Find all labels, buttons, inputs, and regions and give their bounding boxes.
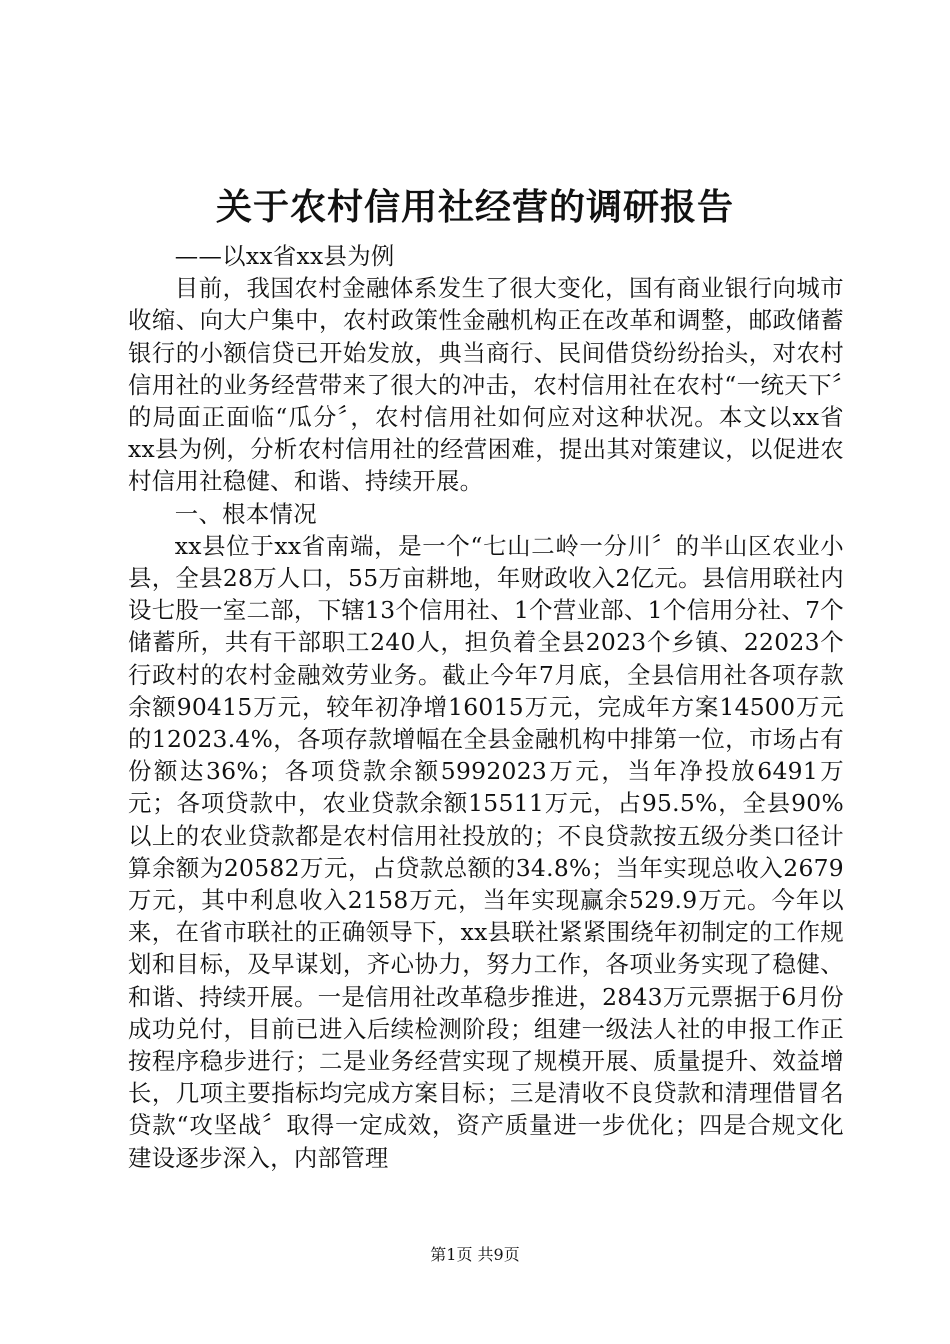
- paragraph-intro: 目前，我国农村金融体系发生了很大变化，国有商业银行向城市收缩、向大户集中，农村政策性金融机构正在改革和调整，邮政储蓄银行的小额信贷已开始发放，典当商行、民间借贷纷纷抬头，对农村信用社的业务经营带来了很大的冲击，农村信用社在农村“一统天下〞的局面正面临“瓜分〞，农村信用社如何应对这种状况。本文以xx省xx县为例，分析农村信用社的经营困难，提出其对策建议，以促进农村信用社稳健、和谐、持续开展。: [128, 274, 844, 496]
- document-title: 关于农村信用社经营的调研报告: [215, 186, 734, 228]
- section-heading: 一、根本情况: [174, 499, 317, 528]
- subtitle: ——以xx省xx县为例: [174, 242, 395, 270]
- paragraph-basic-situation: xx县位于xx省南端，是一个“七山二岭一分川〞的半山区农业小县，全县28万人口，55万亩耕地，年财政收入2亿元。县信用联社内设七股一室二部，下辖13个信用社、1个营业部、1个信用分社、7个储蓄所，共有干部职工240人，担负着全县2023个乡镇、22023个行政村的农村金融效劳业务。截止今年7月底，全县信用社各项存款余额90415万元，较年初净增16015万元，完成年方案14500万元的12023.4%，各项存款增幅在全县金融机构中排第一位，市场占有份额达36%；各项贷款余额5992023万元，当年净投放6491万元；各项贷款中，农业贷款余额15511万元，占95.5%，全县90%以上的农业贷款都是农村信用社投放的；不良贷款按五级分类口径计算余额为20582万元，占贷款总额的34.8%；当年实现总收入2679万元，其中利息收入2158万元，当年实现赢余529.9万元。今年以来，在省市联社的正确领导下，xx县联社紧紧围绕年初制定的工作规划和目标，及早谋划，齐心协力，努力工作，各项业务实现了稳健、和谐、持续开展。一是信用社改革稳步推进，2843万元票据于6月份成功兑付，目前已进入后续检测阶段；组建一级法人社的申报工作正按程序稳步进行；二是业务经营实现了规模开展、质量提升、效益增长，几项主要指标均完成方案目标；三是清收不良贷款和清理借冒名贷款“攻坚战〞取得一定成效，资产质量进一步优化；四是合规文化建设逐步深入，内部管理: [128, 531, 844, 1172]
- document-body: [128, 240, 844, 1174]
- page-footer: 第1页 共9页: [430, 1245, 520, 1264]
